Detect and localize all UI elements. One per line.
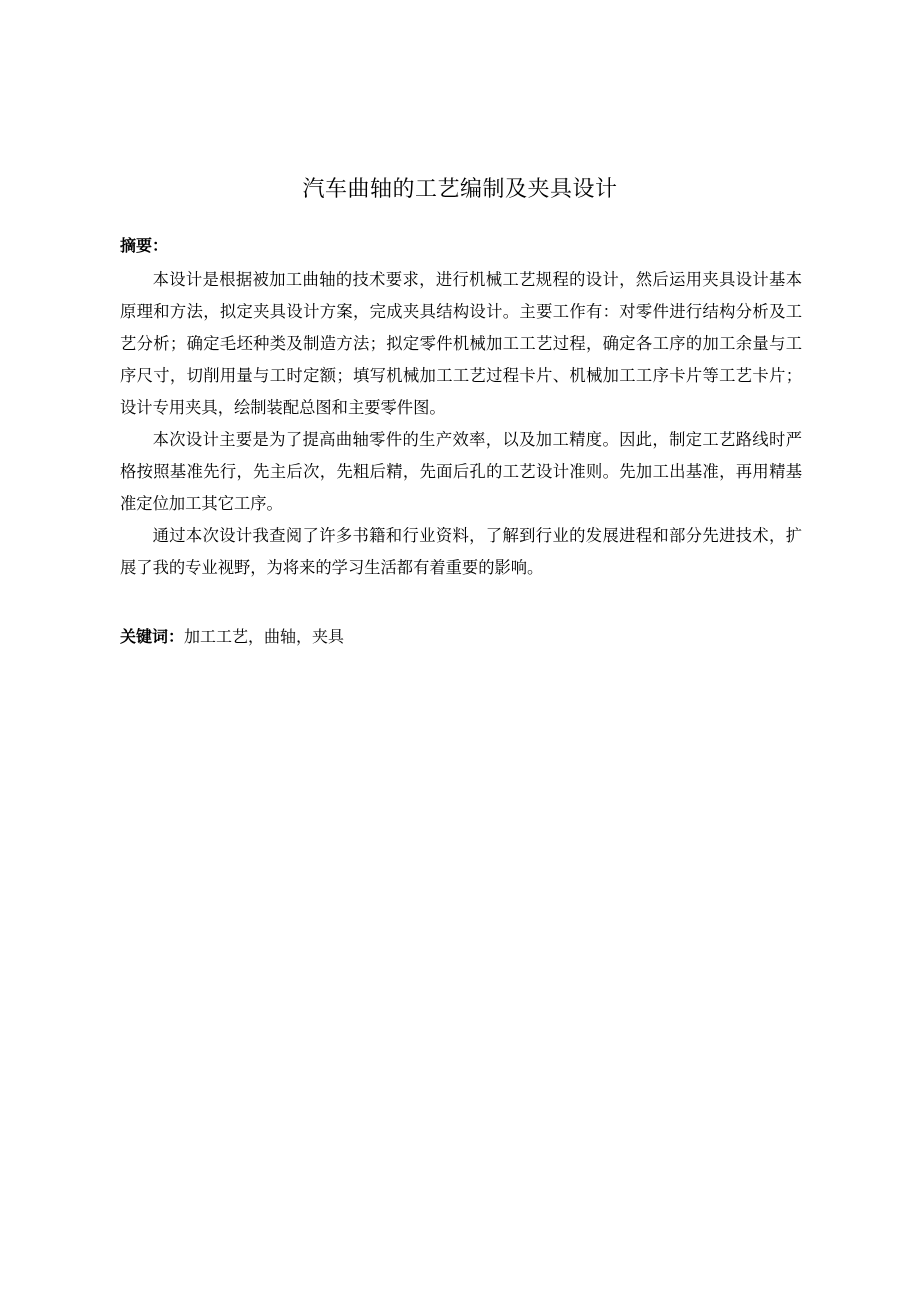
keywords-label: 关键词：	[120, 627, 185, 646]
keywords-value: 加工工艺，曲轴，夹具	[184, 627, 345, 646]
abstract-paragraph-1: 本设计是根据被加工曲轴的技术要求，进行机械工艺规程的设计，然后运用夹具设计基本原理和方法，拟定夹具设计方案，完成夹具结构设计。主要工作有：对零件进行结构分析及工艺分析；确定毛坯种类及制造方法；拟定零件机械加工工艺过程，确定各工序的加工余量与工序尺寸，切削用量与工时定额；填写机械加工工艺过程卡片、机械加工工序卡片等工艺卡片；设计专用夹具，绘制装配总图和主要零件图。	[120, 270, 802, 417]
abstract-paragraph-3: 通过本次设计我查阅了许多书籍和行业资料，了解到行业的发展进程和部分先进技术，扩展了我的专业视野，为将来的学习生活都有着重要的影响。	[120, 526, 802, 577]
abstract-label: 摘要：	[120, 236, 169, 255]
document-title: 汽车曲轴的工艺编制及夹具设计	[302, 177, 618, 202]
abstract-body	[120, 264, 802, 584]
keywords-line	[120, 621, 802, 654]
abstract-paragraph-2: 本次设计主要是为了提高曲轴零件的生产效率，以及加工精度。因此，制定工艺路线时严格按照基准先行，先主后次，先粗后精，先面后孔的工艺设计准则。先加工出基准，再用精基准定位加工其它工序。	[120, 430, 802, 513]
